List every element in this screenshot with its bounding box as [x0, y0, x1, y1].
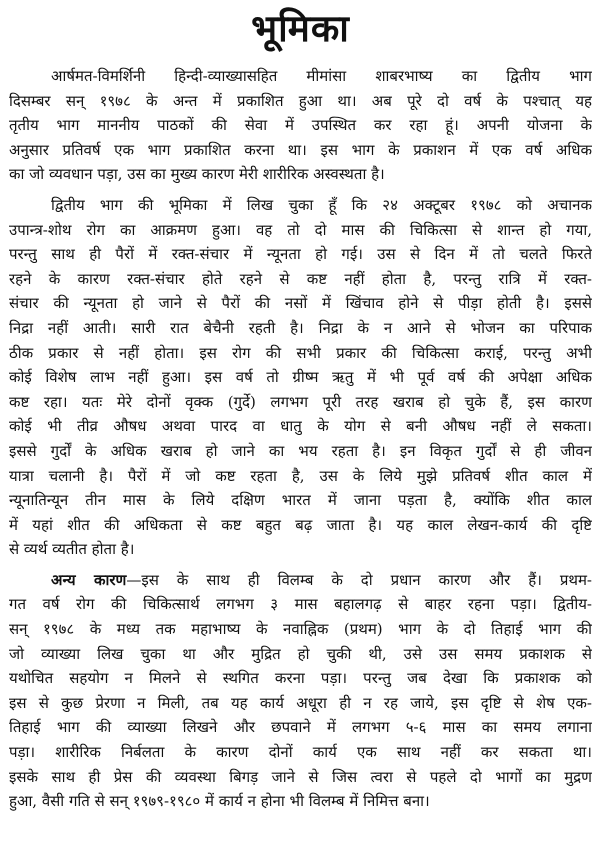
- text-line: से व्यर्थ व्यतीत होता है।: [9, 540, 135, 559]
- text-line: कोई विशेष लाभ नहीं हुआ। इस वर्ष तो ग्रीष्म ऋतु में भी पूर्व वर्ष की अपेक्षा अधिक: [9, 368, 592, 387]
- text-line: इससे गुर्दों के अधिक खराब हो जाने का भय रहता है। इन विकृत गुर्दों से ही जीवन: [9, 441, 592, 460]
- text-line: हुआ, वैसी गति से सन् १९७९-१९८० में कार्य न होना भी विलम्ब में निमित्त बना।: [9, 792, 430, 811]
- text-line: तृतीय भाग माननीय पाठकों की सेवा में उपस्थित कर रहा हूं। अपनी योजना के: [9, 116, 592, 135]
- paragraph-lead: अन्य कारण: [51, 570, 127, 589]
- text-line: सन् १९७८ के मध्य तक महाभाष्य के नवाह्निक (प्रथम) भाग के दो तिहाई भाग की: [9, 620, 592, 639]
- text-line: गत वर्ष रोग की चिकित्सार्थ लगभग ३ मास बहालगढ़ से बाहर रहना पड़ा। द्वितीय-: [9, 595, 592, 614]
- paragraph-1: [9, 64, 592, 187]
- text-line: संचार की न्यूनता हो जाने से पैरों की नसों में खिंचाव होने से पीड़ा होती है। इससे: [9, 294, 592, 313]
- text-line: तिहाई भाग की व्याख्या लिखने और छपवाने में लगभग ५-६ मास का समय लगाना: [9, 718, 592, 737]
- text-line: परन्तु साथ ही पैरों में रक्त-संचार में न्यूनता हो गई। उस से दिन में तो चलते फिरते: [9, 245, 592, 264]
- text-line: कष्ट रहा। यतः मेरे दोनों वृक्क (गुर्दे) लगभग पूरी तरह खराब हो चुके हैं, इस कारण: [9, 392, 592, 411]
- text-line: रहने के कारण रक्त-संचार होते रहने से कष्ट नहीं होता है, परन्तु रात्रि में रक्त-: [9, 269, 592, 288]
- paragraph-2: [9, 193, 592, 562]
- text-line: आर्षमत-विमर्शिनी हिन्दी-व्याख्यासहित मीमांसा शाबरभाष्य का द्वितीय भाग: [51, 67, 592, 85]
- text-line: कोई भी तीव्र औषध अथवा पारद वा धातु के योग से बनी औषध नहीं ले सकता।: [9, 417, 592, 436]
- page-title: भूमिका: [251, 7, 350, 50]
- text-line: यात्रा चलानी है। पैरों में जो कष्ट रहता है, उस के लिये मुझे प्रतिवर्ष शीत काल में: [9, 466, 592, 485]
- text-line: उपान्त्र-शोथ रोग का आक्रमण हुआ। वह तो दो मास की चिकित्सा से शान्त हो गया,: [9, 220, 592, 239]
- text-line: निद्रा नहीं आती। सारी रात बेचैनी रहती है। निद्रा के न आने से भोजन का परिपाक: [9, 318, 592, 337]
- text-line: पड़ा। शारीरिक निर्बलता के कारण दोनों कार्य एक साथ नहीं कर सकता था।: [9, 743, 592, 762]
- text-line: द्वितीय भाग की भूमिका में लिख चुका हूँ कि २४ अक्टूबर १९७८ को अचानक: [51, 195, 592, 214]
- paragraph-3: [9, 568, 592, 814]
- text-line: [9, 568, 592, 593]
- text-line: का जो व्यवधान पड़ा, उस का मुख्य कारण मेरी शारीरिक अस्वस्थता है।: [9, 165, 385, 184]
- text-line: यथोचित सहयोग न मिलने से स्थगित करना पड़ा। परन्तु जब देखा कि प्रकाशक को: [9, 669, 592, 688]
- text-line: इस से कुछ प्रेरणा न मिली, तब यह कार्य अधूरा ही न रह जाये, इस दृष्टि से शेष एक-: [9, 693, 592, 712]
- text-line: में यहां शीत की अधिकता से कष्ट बहुत बढ़ जाता है। यह काल लेखन-कार्य की दृष्टि: [9, 515, 592, 534]
- text-line: न्यूनातिन्यून तीन मास के लिये दक्षिण भारत में जाना पड़ता है, क्योंकि शीत काल: [9, 491, 592, 510]
- text-line: ठीक प्रकार से नहीं होता। इस रोग की सभी प्रकार की चिकित्सा कराई, परन्तु अभी: [9, 343, 592, 362]
- text-line: अनुसार प्रतिवर्ष एक भाग प्रकाशित करना था। इस भाग के प्रकाशन में एक वर्ष अधिक: [9, 140, 592, 159]
- text-line: दिसम्बर सन् १९७८ के अन्त में प्रकाशित हुआ था। अब पूरे दो वर्ष के पश्चात् यह: [9, 91, 592, 110]
- text-line-rest: —इस के साथ ही विलम्ब के दो प्रधान कारण और हैं। प्रथम-: [126, 570, 592, 589]
- text-line: जो व्याख्या लिख चुका था और मुद्रित हो चुकी थी, उसे उस समय प्रकाशक से: [9, 644, 592, 663]
- text-line: इसके साथ ही प्रेस की व्यवस्था बिगड़ जाने से जिस त्वरा से पहले दो भागों का मुद्रण: [9, 767, 592, 786]
